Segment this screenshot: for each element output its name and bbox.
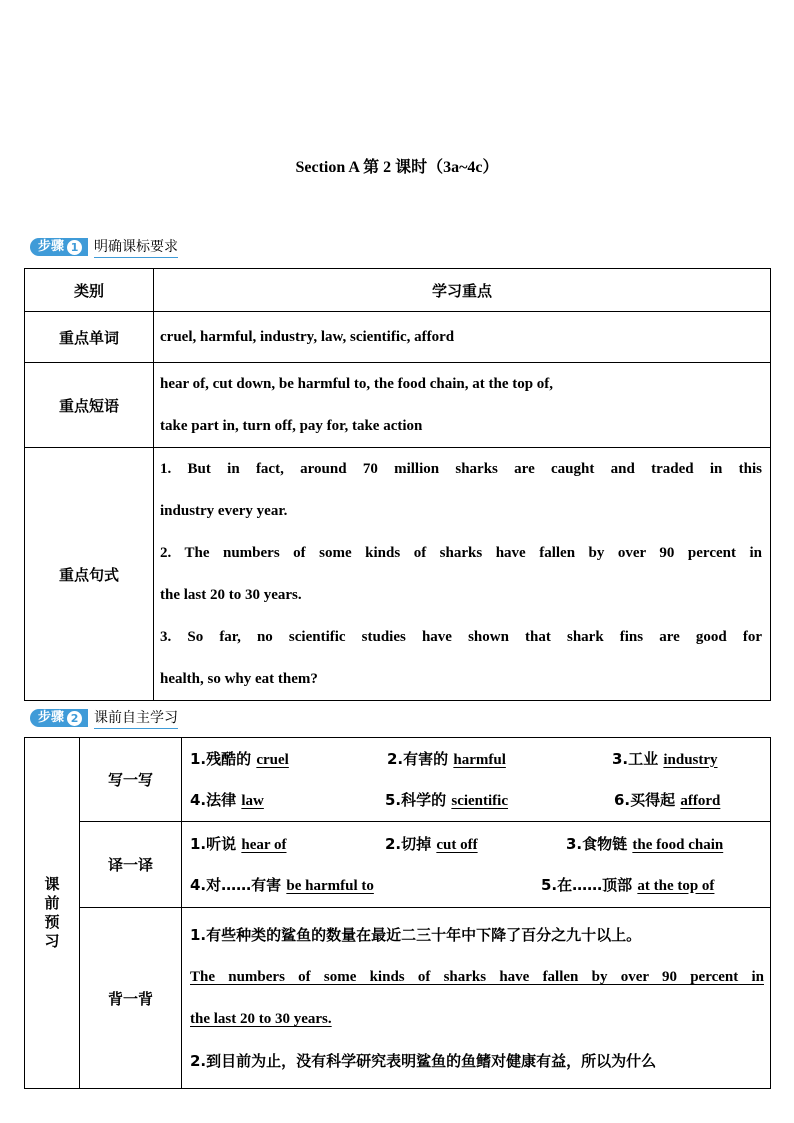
phrases-line: hear of, cut down, be harmful to, the food chain, at the top of,	[160, 376, 554, 392]
write-item-5: 5.科学的 scientific	[385, 790, 509, 809]
page-title: Section A 第 2 课时（3a~4c）	[295, 159, 499, 176]
write-label: 写一写	[80, 738, 182, 822]
step-1-badge-text: 步骤	[38, 239, 65, 254]
write-item-6: 6.买得起 afford	[614, 790, 721, 809]
sentence-line: health, so why eat them?	[160, 671, 318, 687]
category-words: 重点单词	[25, 312, 154, 363]
recite-label: 背一背	[80, 908, 182, 1089]
step-2-badge-text: 步骤	[38, 710, 65, 725]
write-item-1: 1.残酷的 cruel	[190, 749, 289, 768]
preview-table	[24, 737, 771, 1089]
step-1-header	[30, 236, 178, 258]
table-row	[25, 363, 771, 448]
step-1-number: 1	[67, 240, 82, 255]
side-label: 课 前 预 习	[25, 738, 80, 1089]
translate-item-3: 3.食物链 the food chain	[566, 834, 724, 853]
step-2-number: 2	[67, 711, 82, 726]
sentence-line: the last 20 to 30 years.	[160, 587, 302, 603]
translate-item-1: 1.听说 hear of	[190, 834, 287, 853]
translate-item-4: 4.对……有害 be harmful to	[190, 875, 374, 894]
step-1-badge	[30, 238, 88, 256]
sentence-line: 3. So far, no scientific studies have shown that shark fins are good for	[160, 629, 762, 645]
table-row	[25, 448, 771, 701]
sentence-line: 2. The numbers of some kinds of sharks have fallen by over 90 percent in	[160, 545, 762, 561]
write-item-3: 3.工业 industry	[612, 749, 718, 768]
words-line: cruel, harmful, industry, law, scientific, afford	[160, 329, 455, 345]
requirements-table	[24, 268, 771, 701]
recite-answer-1-line-2: the last 20 to 30 years.	[190, 1011, 332, 1027]
category-phrases: 重点短语	[25, 363, 154, 448]
step-2-badge	[30, 709, 88, 727]
category-sentences: 重点句式	[25, 448, 154, 701]
table-row	[25, 312, 771, 363]
header-category: 类别	[25, 269, 154, 312]
recite-question-1: 1.有些种类的鲨鱼的数量在最近二三十年中下降了百分之九十以上。	[190, 926, 642, 944]
phrases-line: take part in, turn off, pay for, take action	[160, 418, 423, 434]
recite-question-2: 2.到目前为止，没有科学研究表明鲨鱼的鱼鳍对健康有益，所以为什么	[190, 1052, 657, 1070]
recite-answer-1-line-1: The numbers of some kinds of sharks have fallen by over 90 percent in	[190, 969, 764, 985]
recite-section	[182, 908, 771, 1089]
step-2-label: 课前自主学习	[94, 707, 178, 729]
translate-section	[182, 822, 771, 908]
step-2-header	[30, 707, 178, 729]
translate-item-5: 5.在……顶部 at the top of	[541, 875, 715, 894]
step-1-label: 明确课标要求	[94, 236, 178, 258]
sentence-line: 1. But in fact, around 70 million sharks are caught and traded in this	[160, 461, 762, 477]
write-section	[182, 738, 771, 822]
translate-label: 译一译	[80, 822, 182, 908]
sentence-line: industry every year.	[160, 503, 288, 519]
write-item-2: 2.有害的 harmful	[387, 749, 506, 768]
translate-item-2: 2.切掉 cut off	[385, 834, 478, 853]
write-item-4: 4.法律 law	[190, 790, 264, 809]
header-focus: 学习重点	[154, 269, 771, 312]
